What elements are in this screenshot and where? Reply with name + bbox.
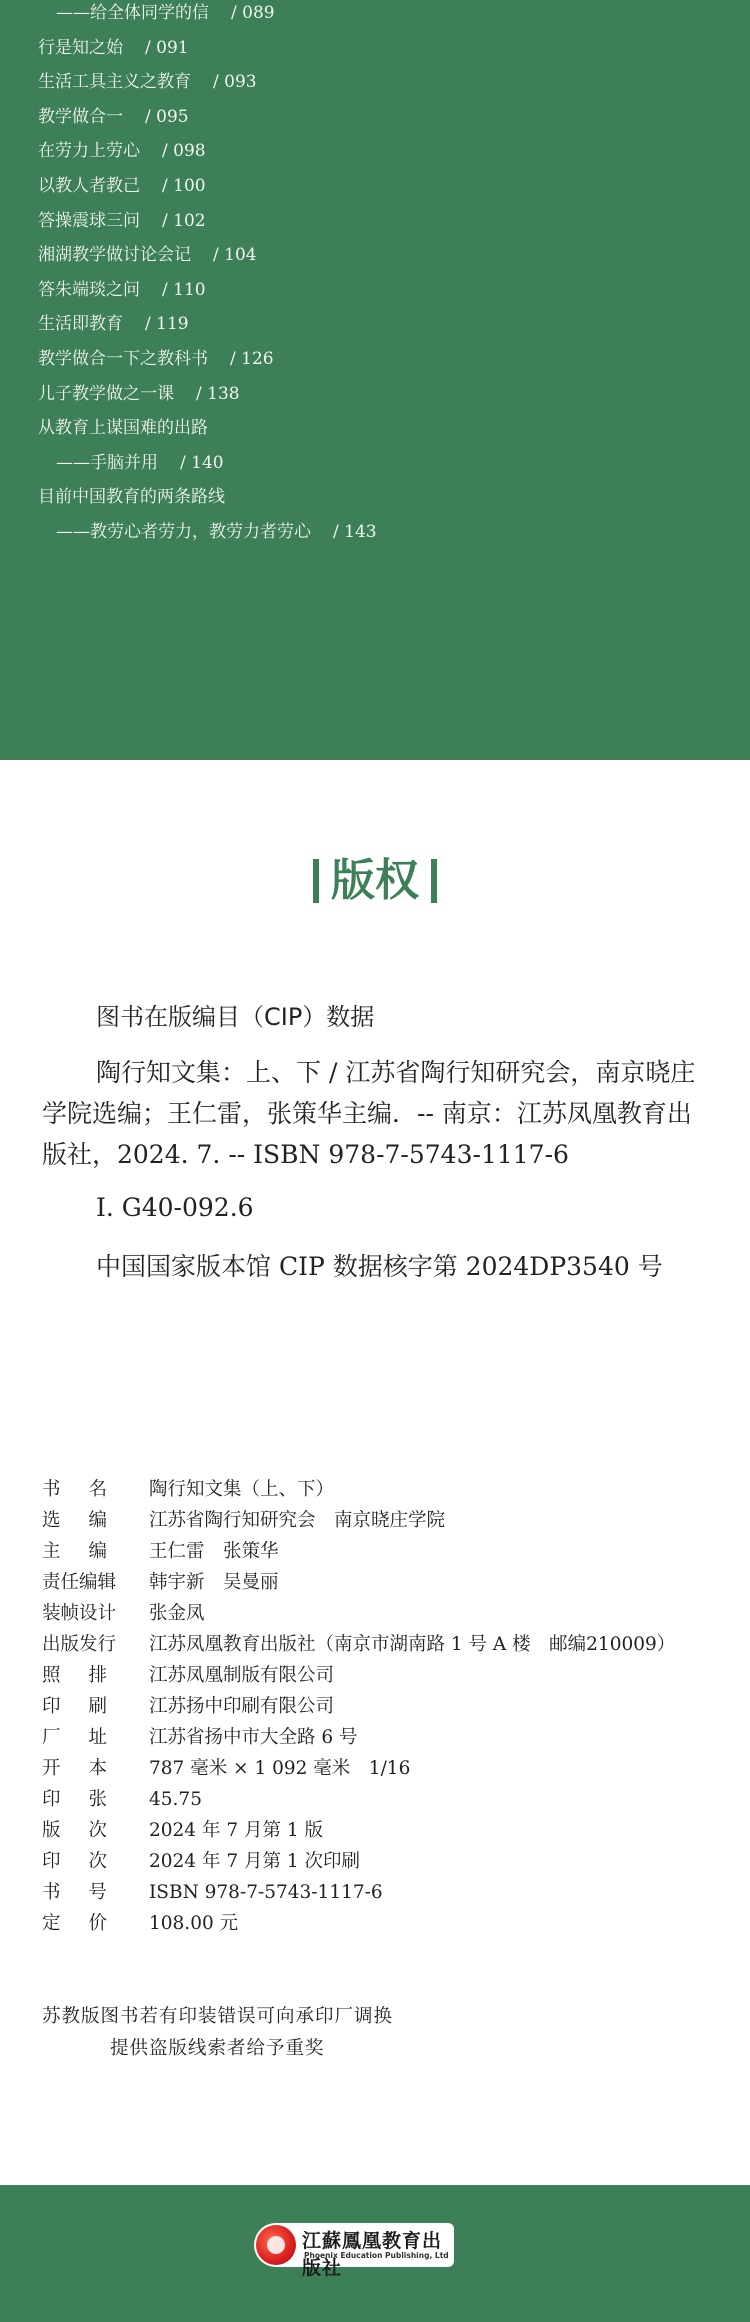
misprint-notice: 苏教版图书若有印装错误可向承印厂调换 [42, 2006, 394, 2027]
toc-entry [38, 383, 240, 405]
toc-entry-title: 教学做合一下之教科书 [38, 349, 208, 369]
toc-entry-title: 以教人者教己 [38, 176, 140, 196]
info-key: 选编 [42, 1510, 136, 1531]
toc-entry [38, 279, 206, 301]
info-value: 江苏省陶行知研究会 南京晓庄学院 [149, 1510, 446, 1531]
info-row [42, 1753, 742, 1784]
info-key: 照排 [42, 1665, 136, 1686]
toc-entry-page: / 138 [196, 383, 240, 404]
toc-entry-title: 答朱端琰之问 [38, 279, 140, 300]
publisher-logo [254, 2223, 454, 2279]
info-key: 装帧设计 [42, 1603, 117, 1624]
toc-entry-title: ——教劳心者劳力，教劳力者劳心 [56, 522, 311, 542]
info-row [42, 1598, 742, 1629]
toc-entry-page: / 104 [213, 245, 257, 266]
info-key: 定价 [42, 1913, 136, 1934]
toc-entry-page: / 119 [145, 314, 189, 335]
info-key: 出版发行 [42, 1634, 117, 1655]
toc-entry [38, 140, 206, 162]
info-row [42, 1567, 742, 1598]
info-value: 江苏省扬中市大全路 6 号 [149, 1727, 358, 1748]
toc-entry-title: ——给全体同学的信 [56, 3, 209, 23]
info-value: 韩宇新 吴曼丽 [149, 1572, 279, 1593]
info-row [42, 1784, 742, 1815]
toc-entry-title: 教学做合一 [38, 106, 123, 127]
toc-entry-page: / 110 [162, 279, 206, 300]
toc-entry [38, 106, 189, 128]
info-row [42, 1877, 742, 1908]
toc-entry-title: 生活即教育 [38, 314, 123, 335]
info-key: 厂址 [42, 1727, 136, 1748]
toc-entry-title: 行是知之始 [38, 37, 123, 58]
toc-entry-title: 在劳力上劳心 [38, 141, 140, 162]
info-value: 张金凤 [149, 1603, 205, 1624]
toc-entry [38, 210, 206, 232]
cip-classification: Ⅰ. G40-092.6 [96, 1193, 254, 1222]
piracy-notice: 提供盗版线索者给予重奖 [110, 2038, 325, 2059]
info-row [42, 1722, 742, 1753]
info-key: 责任编辑 [42, 1572, 117, 1593]
info-value: 108.00 元 [149, 1913, 239, 1934]
cip-paragraph: 陶行知文集：上、下 / 江苏省陶行知研究会，南京晓庄学院选编；王仁雷，张策华主编．-- 南京：江苏凤凰教育出版社，2024. 7. -- ISBN 978-7-5743-1117-6 [42, 1058, 696, 1169]
info-key: 印张 [42, 1789, 136, 1810]
info-row [42, 1815, 742, 1846]
publisher-name-cn: 江蘇鳳凰教育出版社 [302, 2230, 443, 2279]
toc-entry-title: ——手脑并用 [56, 452, 158, 473]
info-value: 2024 年 7 月第 1 次印刷 [149, 1851, 361, 1872]
toc-entry-page: / 140 [180, 452, 224, 473]
toc-entry-page: / 098 [162, 141, 206, 162]
publisher-name-en: Phoenix Education Publishing, Ltd [304, 2251, 449, 2260]
info-row [42, 1474, 742, 1505]
info-value: 45.75 [149, 1789, 202, 1810]
toc-entry [38, 37, 189, 59]
phoenix-emblem-icon [256, 2225, 296, 2265]
info-key: 主编 [42, 1541, 136, 1562]
toc-entry-page: / 100 [162, 176, 206, 196]
toc-entry-page: / 143 [333, 522, 377, 542]
toc-entry [38, 313, 189, 335]
toc-panel [0, 0, 750, 760]
info-key: 印刷 [42, 1696, 136, 1717]
toc-entry [56, 2, 275, 24]
info-value: 陶行知文集（上、下） [149, 1479, 335, 1500]
toc-entry [56, 521, 377, 543]
toc-entry-page: / 091 [145, 37, 189, 58]
info-key: 版次 [42, 1820, 136, 1841]
info-key: 书名 [42, 1479, 136, 1500]
toc-entry [38, 71, 257, 93]
toc-entry-page: / 102 [162, 210, 206, 231]
info-value: 江苏凤凰教育出版社（南京市湖南路 1 号 A 楼 邮编210009） [149, 1634, 676, 1655]
toc-entry-title: 湘湖教学做讨论会记 [38, 245, 191, 266]
info-row [42, 1629, 742, 1660]
toc-entry [38, 175, 206, 197]
info-row [42, 1660, 742, 1691]
info-value: 江苏凤凰制版有限公司 [149, 1665, 335, 1686]
toc-entry-page: / 093 [213, 72, 257, 93]
copyright-heading [0, 852, 750, 910]
info-value: 江苏扬中印刷有限公司 [149, 1696, 335, 1717]
toc-entry-page: / 095 [145, 106, 189, 127]
toc-entry [38, 244, 257, 266]
info-key: 开本 [42, 1758, 136, 1779]
cip-record-number: 中国国家版本馆 CIP 数据核字第 2024DP3540 号 [96, 1252, 663, 1281]
toc-entry [38, 417, 208, 439]
toc-entry [38, 486, 225, 508]
toc-entry-title: 从教育上谋国难的出路 [38, 418, 208, 439]
copyright-title: 版权 [331, 855, 419, 906]
heading-right-bar [431, 859, 437, 903]
info-value: ISBN 978-7-5743-1117-6 [149, 1882, 383, 1903]
toc-entry-title: 生活工具主义之教育 [38, 72, 191, 93]
info-row [42, 1691, 742, 1722]
toc-entry-title: 目前中国教育的两条路线 [38, 487, 225, 508]
publication-info-table [42, 1474, 742, 1939]
info-value: 2024 年 7 月第 1 版 [149, 1820, 324, 1841]
info-value: 王仁雷 张策华 [149, 1541, 279, 1562]
toc-entry-title: 答操震球三问 [38, 210, 140, 231]
cip-heading: 图书在版编目（CIP）数据 [96, 1003, 375, 1031]
info-row [42, 1505, 742, 1536]
toc-entry [56, 452, 224, 474]
heading-left-bar [313, 859, 319, 903]
toc-entry-title: 儿子教学做之一课 [38, 383, 174, 404]
toc-entry [38, 348, 274, 370]
info-row [42, 1908, 742, 1939]
info-key: 书号 [42, 1882, 136, 1903]
info-value: 787 毫米 × 1 092 毫米 1/16 [149, 1758, 411, 1779]
info-row [42, 1846, 742, 1877]
toc-entry-page: / 126 [230, 349, 274, 369]
info-row [42, 1536, 742, 1567]
info-key: 印次 [42, 1851, 136, 1872]
toc-entry-page: / 089 [231, 3, 275, 23]
